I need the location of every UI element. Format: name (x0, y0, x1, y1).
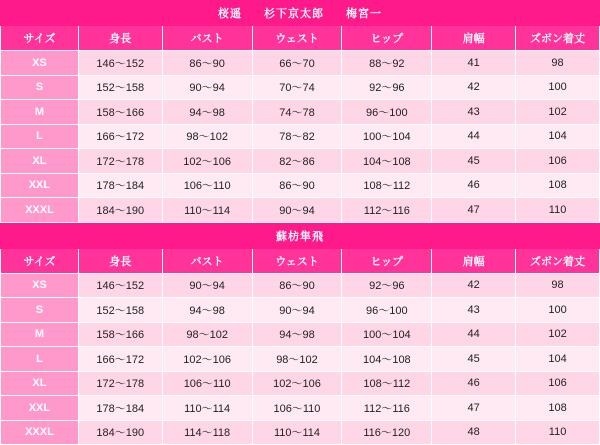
cell-bust: 114〜118 (162, 420, 252, 445)
cell-waist: 86〜90 (252, 273, 342, 298)
table-2-title-row (1, 223, 600, 248)
size-label: XXXL (1, 198, 79, 223)
cell-bust: 90〜94 (162, 273, 252, 298)
cell-bust: 94〜98 (162, 100, 252, 125)
cell-height: 172〜178 (78, 371, 162, 396)
table-row (1, 273, 600, 298)
cell-bust: 110〜114 (162, 198, 252, 223)
cell-pants-length: 106 (516, 371, 600, 396)
table-row (1, 322, 600, 347)
cell-pants-length: 110 (516, 420, 600, 445)
cell-shoulder: 48 (432, 420, 516, 445)
cell-waist: 70〜74 (252, 75, 342, 100)
cell-pants-length: 102 (516, 100, 600, 125)
cell-bust: 110〜114 (162, 396, 252, 421)
cell-height: 184〜190 (78, 198, 162, 223)
character-name: 杉下京太郎 (264, 5, 324, 21)
table-row (1, 124, 600, 149)
column-header-hip: ヒップ (342, 248, 432, 273)
cell-hip: 88〜92 (342, 51, 432, 76)
table-row (1, 51, 600, 76)
cell-shoulder: 43 (432, 100, 516, 125)
table-row (1, 298, 600, 323)
cell-pants-length: 108 (516, 396, 600, 421)
cell-bust: 102〜106 (162, 149, 252, 174)
column-header-pants-length: ズボン着丈 (516, 26, 600, 51)
cell-hip: 108〜112 (342, 371, 432, 396)
column-header-pants-length: ズボン着丈 (516, 248, 600, 273)
table-2-header-row (1, 248, 600, 273)
cell-waist: 86〜90 (252, 173, 342, 198)
table-1-header-row (1, 26, 600, 51)
cell-hip: 100〜104 (342, 322, 432, 347)
size-label: XXXL (1, 420, 79, 445)
column-header-shoulder: 肩幅 (432, 248, 516, 273)
size-label: M (1, 100, 79, 125)
cell-waist: 98〜102 (252, 347, 342, 372)
cell-height: 178〜184 (78, 396, 162, 421)
cell-hip: 100〜104 (342, 124, 432, 149)
cell-height: 152〜158 (78, 75, 162, 100)
column-header-bust: バスト (162, 26, 252, 51)
cell-height: 166〜172 (78, 124, 162, 149)
cell-bust: 86〜90 (162, 51, 252, 76)
cell-waist: 82〜86 (252, 149, 342, 174)
cell-hip: 104〜108 (342, 149, 432, 174)
cell-pants-length: 102 (516, 322, 600, 347)
cell-bust: 90〜94 (162, 75, 252, 100)
cell-waist: 106〜110 (252, 396, 342, 421)
size-label: XL (1, 371, 79, 396)
table-row (1, 420, 600, 445)
column-header-waist: ウェスト (252, 26, 342, 51)
cell-waist: 66〜70 (252, 51, 342, 76)
cell-shoulder: 45 (432, 149, 516, 174)
size-label: L (1, 124, 79, 149)
cell-pants-length: 98 (516, 273, 600, 298)
cell-pants-length: 110 (516, 198, 600, 223)
size-label: L (1, 347, 79, 372)
cell-shoulder: 44 (432, 322, 516, 347)
column-header-size: サイズ (1, 26, 79, 51)
size-label: S (1, 75, 79, 100)
table-row (1, 347, 600, 372)
cell-pants-length: 108 (516, 173, 600, 198)
cell-bust: 94〜98 (162, 298, 252, 323)
cell-pants-length: 98 (516, 51, 600, 76)
table-2-title-cell (1, 223, 600, 248)
cell-height: 166〜172 (78, 347, 162, 372)
cell-shoulder: 42 (432, 273, 516, 298)
table-row (1, 149, 600, 174)
column-header-shoulder: 肩幅 (432, 26, 516, 51)
cell-shoulder: 47 (432, 198, 516, 223)
cell-hip: 104〜108 (342, 347, 432, 372)
cell-hip: 108〜112 (342, 173, 432, 198)
cell-shoulder: 43 (432, 298, 516, 323)
size-label: XXL (1, 173, 79, 198)
cell-height: 152〜158 (78, 298, 162, 323)
cell-shoulder: 46 (432, 173, 516, 198)
cell-shoulder: 45 (432, 347, 516, 372)
column-header-hip: ヒップ (342, 26, 432, 51)
table-row (1, 396, 600, 421)
size-label: XS (1, 273, 79, 298)
cell-bust: 98〜102 (162, 124, 252, 149)
size-label: XS (1, 51, 79, 76)
column-header-height: 身長 (78, 26, 162, 51)
table-row (1, 198, 600, 223)
size-label: M (1, 322, 79, 347)
cell-height: 158〜166 (78, 100, 162, 125)
cell-height: 172〜178 (78, 149, 162, 174)
table-row (1, 173, 600, 198)
cell-height: 146〜152 (78, 273, 162, 298)
table-row (1, 100, 600, 125)
cell-waist: 110〜114 (252, 420, 342, 445)
cell-hip: 116〜120 (342, 420, 432, 445)
cell-pants-length: 106 (516, 149, 600, 174)
cell-bust: 98〜102 (162, 322, 252, 347)
table-row (1, 75, 600, 100)
cell-hip: 92〜96 (342, 75, 432, 100)
cell-hip: 112〜116 (342, 396, 432, 421)
cell-pants-length: 104 (516, 347, 600, 372)
cell-waist: 90〜94 (252, 298, 342, 323)
cell-shoulder: 46 (432, 371, 516, 396)
cell-shoulder: 47 (432, 396, 516, 421)
cell-hip: 96〜100 (342, 100, 432, 125)
character-name: 蘇枋隼飛 (276, 228, 324, 244)
cell-waist: 78〜82 (252, 124, 342, 149)
table-1-title-cell (1, 1, 600, 26)
character-name: 桜遥 (218, 5, 242, 21)
size-label: XL (1, 149, 79, 174)
cell-shoulder: 41 (432, 51, 516, 76)
column-header-bust: バスト (162, 248, 252, 273)
column-header-size: サイズ (1, 248, 79, 273)
cell-waist: 90〜94 (252, 198, 342, 223)
cell-shoulder: 42 (432, 75, 516, 100)
table-row (1, 371, 600, 396)
cell-waist: 94〜98 (252, 322, 342, 347)
table-1-title-row (1, 1, 600, 26)
cell-height: 158〜166 (78, 322, 162, 347)
column-header-height: 身長 (78, 248, 162, 273)
cell-shoulder: 44 (432, 124, 516, 149)
size-label: XXL (1, 396, 79, 421)
character-name: 梅宮一 (346, 5, 382, 21)
column-header-waist: ウェスト (252, 248, 342, 273)
cell-bust: 106〜110 (162, 371, 252, 396)
size-label: S (1, 298, 79, 323)
cell-hip: 112〜116 (342, 198, 432, 223)
cell-height: 184〜190 (78, 420, 162, 445)
cell-height: 146〜152 (78, 51, 162, 76)
cell-waist: 74〜78 (252, 100, 342, 125)
cell-pants-length: 100 (516, 75, 600, 100)
cell-pants-length: 104 (516, 124, 600, 149)
cell-pants-length: 100 (516, 298, 600, 323)
cell-height: 178〜184 (78, 173, 162, 198)
cell-bust: 102〜106 (162, 347, 252, 372)
cell-hip: 92〜96 (342, 273, 432, 298)
cell-hip: 96〜100 (342, 298, 432, 323)
cell-bust: 106〜110 (162, 173, 252, 198)
size-table-2 (0, 223, 600, 445)
cell-waist: 102〜106 (252, 371, 342, 396)
